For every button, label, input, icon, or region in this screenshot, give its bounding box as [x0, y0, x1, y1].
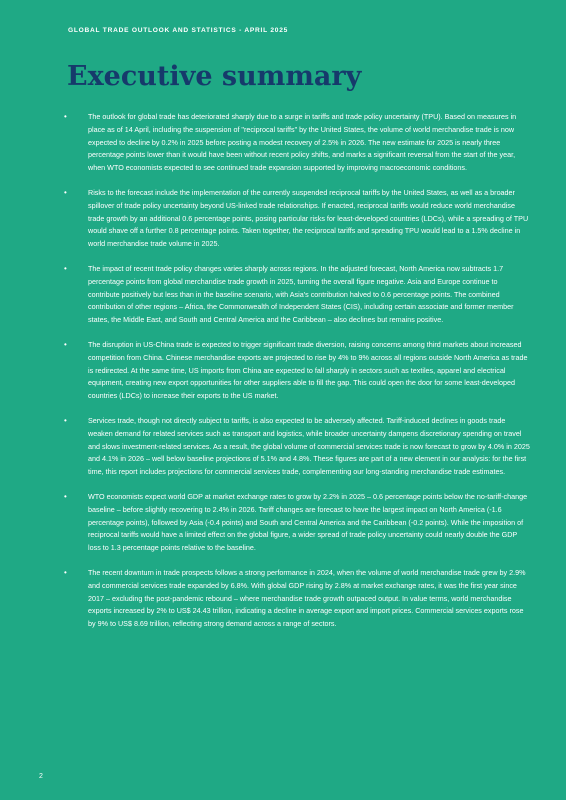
list-item: [64, 111, 530, 175]
list-item: [64, 339, 530, 403]
bullet-text: The impact of recent trade policy changes varies sharply across regions. In the adjusted forecast, North America now subtracts 1.7 percentage points from global merchandise trade growth in 2025, turning the overall figure negative. Asia and Europe continue to contribute positively but less than in the baseline scenario, with Asia's contribution halved to 0.6 percentage points. The combined contribution of other regions – Africa, the Commonwealth of Independent States (CIS), including certain associate and former member states, the Middle East, and South and Central America and the Caribbean – also declines but remains positive.: [88, 263, 514, 325]
list-item: [64, 415, 530, 479]
bullet-text: Services trade, though not directly subject to tariffs, is also expected to be adversely affected. Tariff-induced declines in goods trade weaken demand for related services such as transport and logistics, while broader uncertainty dampens discretionary spending on travel and slows investment-related services. As a result, the global volume of commercial services trade is now forecast to grow by 4.0% in 2025 and 4.1% in 2026 – well below baseline projections of 5.1% and 4.8%. These figures are part of a new element in our analysis: for the first time, this report includes projections for commercial services trade, complementing our long-standing merchandise trade estimates.: [88, 415, 530, 477]
bullet-marker: •: [64, 339, 67, 349]
list-item: [64, 491, 530, 555]
bullet-text: The disruption in US-China trade is expected to trigger significant trade diversion, raising concerns among third markets about increased competition from China. Chinese merchandise exports are projected to rise by 4% to 9% across all regions outside North America as trade is redirected. At the same time, US imports from China are expected to fall sharply in sectors such as textiles, apparel and electrical equipment, creating new export opportunities for other suppliers able to fill the gap. This could open the door for some least-developed countries (LDCs) to increase their exports to the US market.: [88, 339, 528, 401]
list-item: [64, 567, 530, 631]
list-item: [64, 187, 530, 251]
bullet-text: Risks to the forecast include the implementation of the currently suspended reciprocal tariffs by the United States, as well as a broader spillover of trade policy uncertainty beyond US-linked trade relationships. If enacted, reciprocal tariffs would reduce world merchandise trade growth by an additional 0.6 percentage points, posing particular risks for least-developed countries (LDCs), while a spreading of TPU would shave off a further 0.8 percentage points. Taken together, the reciprocal tariffs and spreading TPU would lead to a 1.5% decline in world merchandise trade volume in 2025.: [88, 187, 529, 249]
bullet-marker: •: [64, 491, 67, 501]
bullet-marker: •: [64, 415, 67, 425]
bullet-text: WTO economists expect world GDP at market exchange rates to grow by 2.2% in 2025 – 0.6 percentage points below the no-tariff-change baseline – before slightly recovering to 2.4% in 2026. Tariff changes are forecast to have the largest impact on North America (-1.6 percentage points), followed by Asia (-0.4 points) and South and Central America and the Caribbean (-0.2 points). While the imposition of reciprocal tariffs would have a limited effect on the global figure, a wider spread of trade policy uncertainty could nearly double the GDP loss to 1.3 percentage points relative to the baseline.: [88, 491, 528, 553]
page-number: 2: [39, 773, 43, 780]
bullet-marker: •: [64, 187, 67, 197]
running-header: GLOBAL TRADE OUTLOOK AND STATISTICS - APRIL 2025: [68, 27, 289, 34]
summary-bullet-list: [64, 111, 530, 643]
bullet-text: The outlook for global trade has deteriorated sharply due to a surge in tariffs and trade policy uncertainty (TPU). Based on measures in place as of 14 April, including the suspension of "reciprocal tariffs" by the United States, the volume of world merchandise trade is now expected to decline by 0.2% in 2025 before posting a modest recovery of 2.5% in 2026. The new estimate for 2025 is nearly three percentage points lower than it would have been without recent policy shifts, and marks a significant reversal from the start of the year, when WTO economists expected to see continued trade expansion supported by improving macroeconomic conditions.: [88, 112, 517, 173]
page-title: Executive summary: [67, 61, 362, 92]
bullet-marker: •: [64, 567, 67, 577]
bullet-marker: •: [64, 263, 67, 273]
bullet-marker: •: [64, 112, 67, 121]
list-item: [64, 263, 530, 327]
bullet-text: The recent downturn in trade prospects follows a strong performance in 2024, when the volume of world merchandise trade grew by 2.9% and commercial services trade expanded by 6.8%. With global GDP rising by 2.8% at market exchange rates, it was the first year since 2017 – excluding the post-pandemic rebound – where merchandise trade growth outpaced output. In value terms, world merchandise exports increased by 2% to US$ 24.43 trillion, indicating a decline in average export and import prices. Commercial services exports rose by 9% to US$ 8.69 trillion, reflecting strong demand across a range of sectors.: [88, 567, 526, 629]
